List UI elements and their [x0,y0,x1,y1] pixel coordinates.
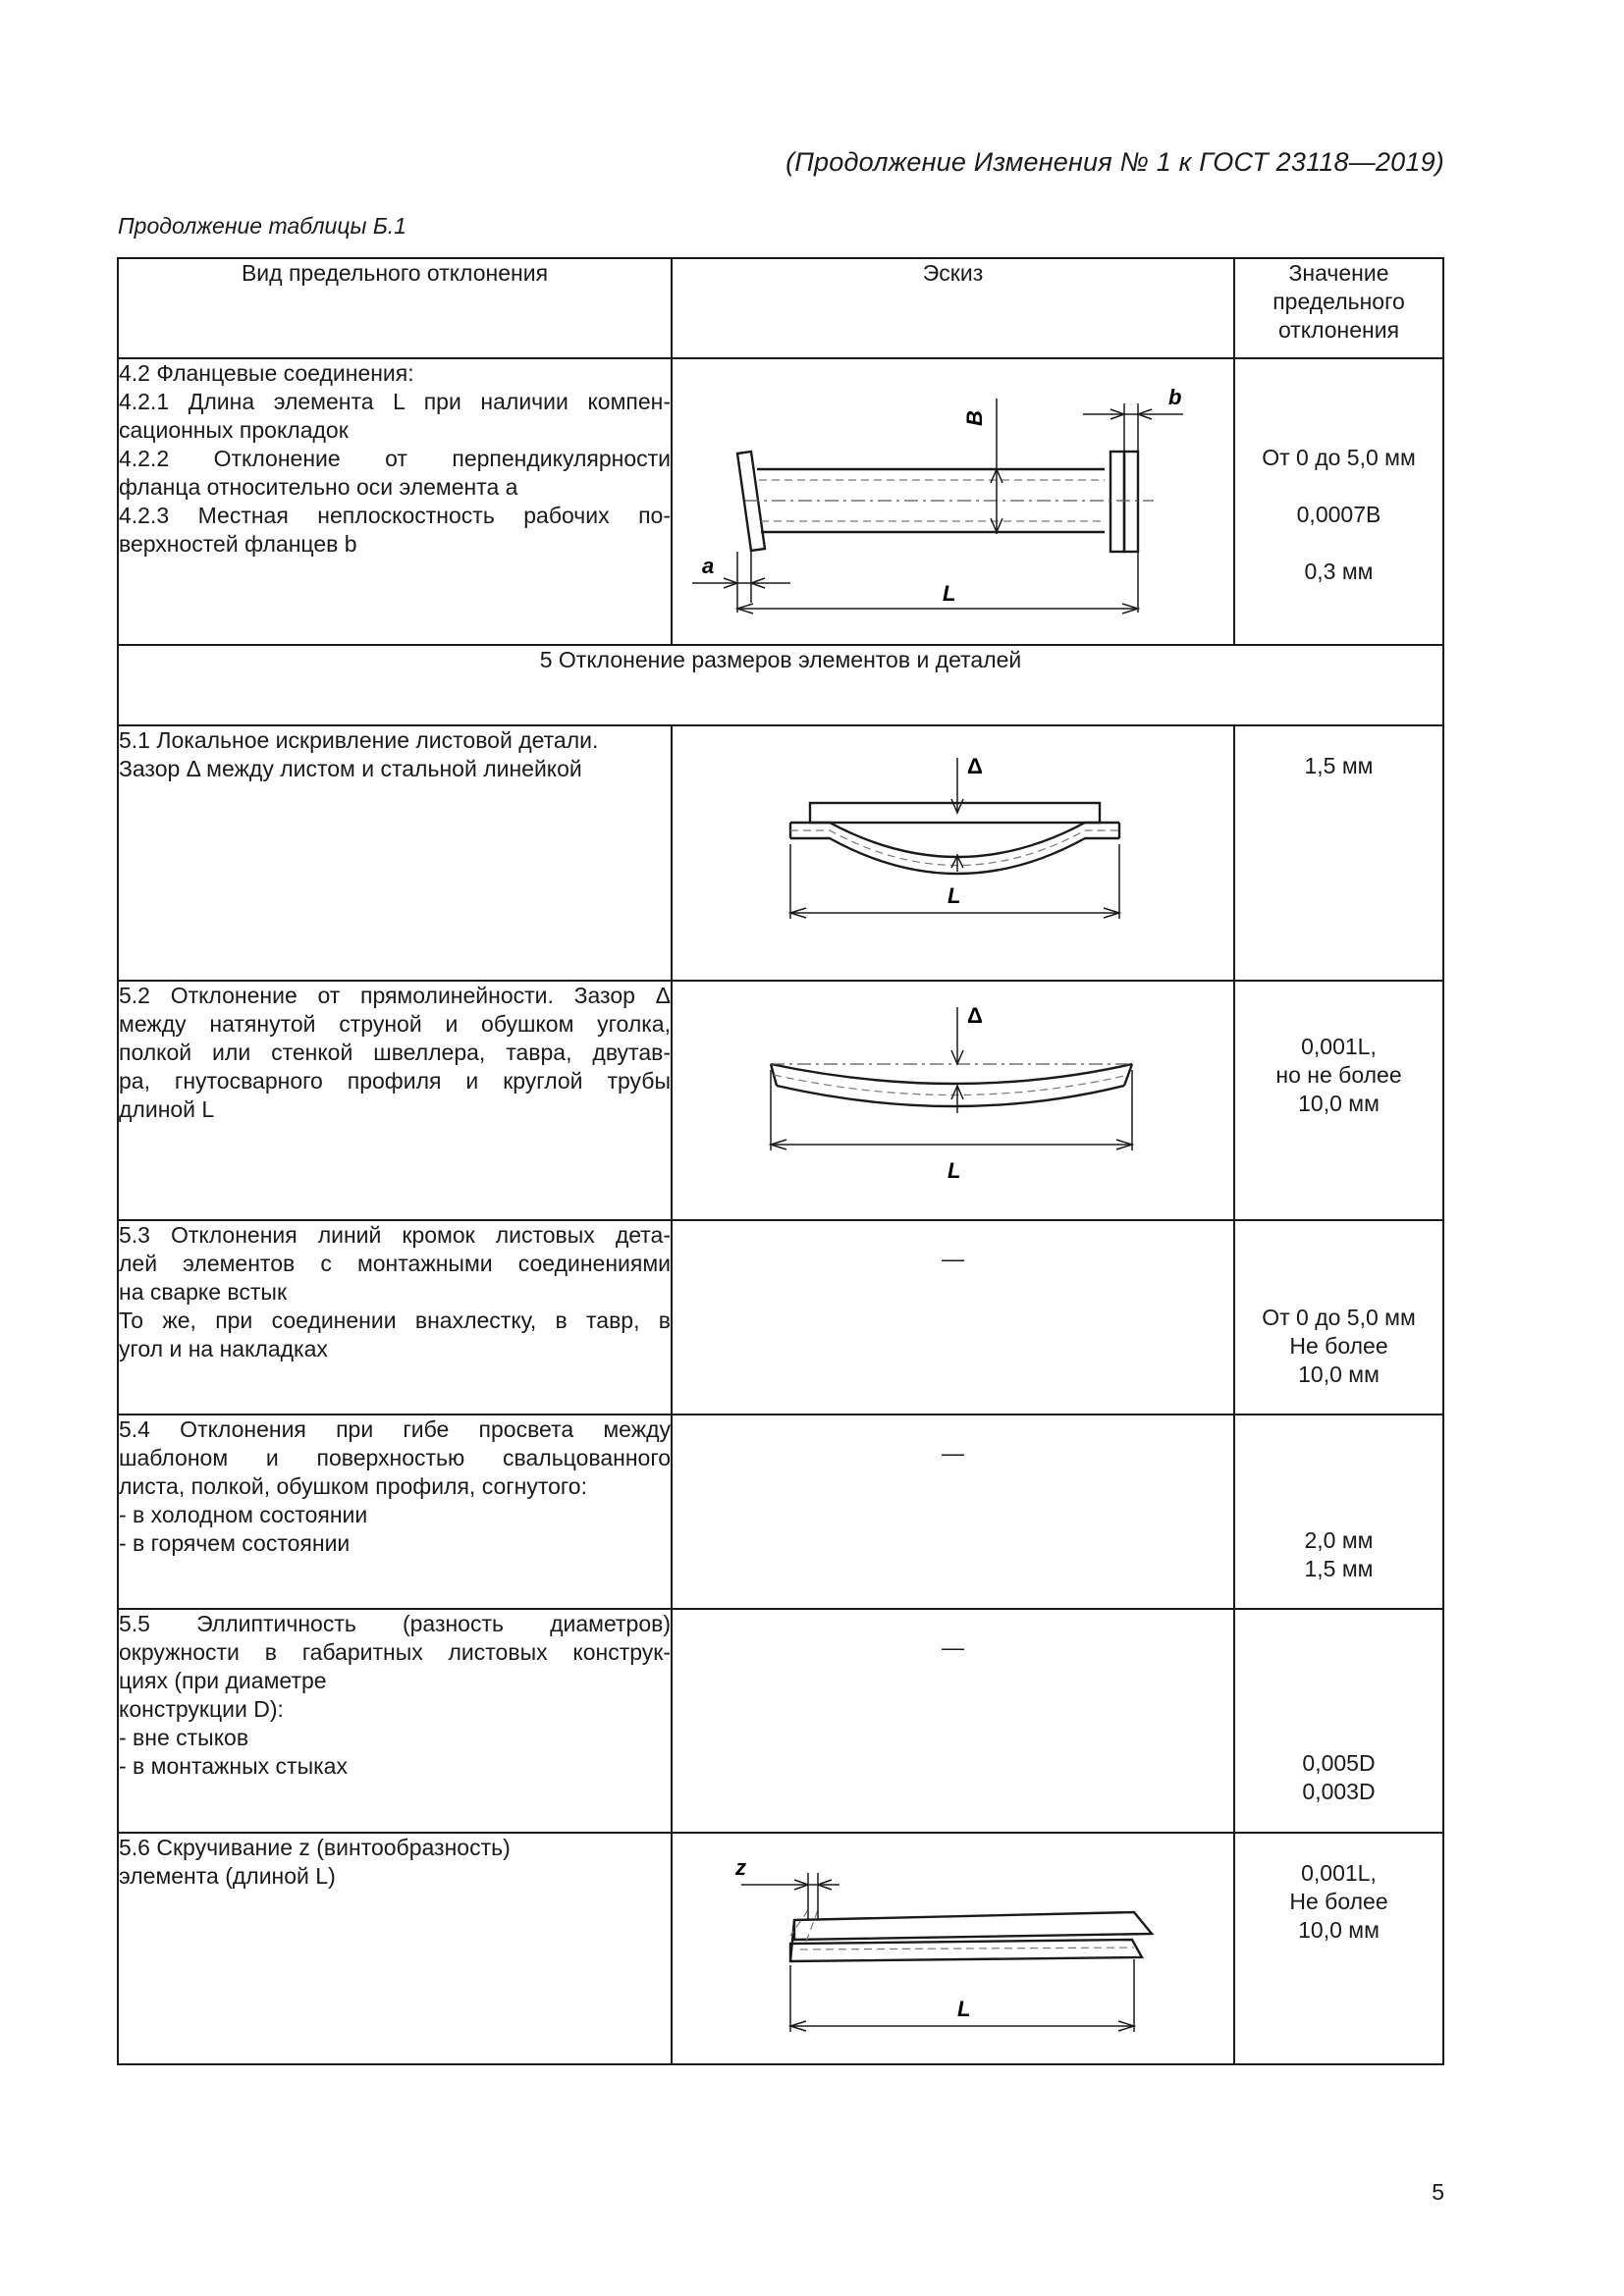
value-line: 0,3 мм [1304,559,1374,584]
value-line: 0,001L, [1301,1034,1377,1059]
value-line: 0,005D [1302,1750,1376,1776]
sketch-label-delta: Δ [967,754,983,778]
value-line: 0,003D [1302,1779,1376,1804]
value-line: 0,001L, [1301,1860,1377,1886]
row-5-6-values [1234,1833,1443,2064]
row-5-4-values [1234,1415,1443,1609]
value-line: 1,5 мм [1304,1556,1374,1581]
twisting-sketch [673,1834,1235,2063]
table-row [118,1415,1443,1609]
row-5-2-description [118,981,672,1220]
row-5-5-values [1234,1609,1443,1833]
description-line: листа, полкой, обушком профиля, согнутого: [119,1473,587,1499]
section-row [118,645,1443,725]
description-line: сационных прокладок [119,417,349,443]
description-line: между натянутой струной и обушком уголка, [119,1011,671,1037]
description-line: элемента (длиной L) [119,1863,336,1889]
description-line: конструкции D): [119,1696,284,1722]
table-header-row [118,258,1443,358]
sketch-label-b: b [1168,385,1182,409]
column-header-value-line: отклонения [1277,317,1400,343]
description-line: ра, гнутосварного профиля и круглой трубы [119,1068,671,1094]
description-line: шаблоном и поверхностью свальцованного [119,1445,671,1470]
value-line: От 0 до 5,0 мм [1262,445,1416,470]
description-line: 5.4 Отклонения при гибе просвета между [119,1416,671,1442]
row-5-3-values [1234,1220,1443,1415]
description-line: 4.2.1 Длина элемента L при наличии компен- [119,389,671,414]
description-line: циях (при диаметре [119,1668,327,1693]
description-line: окружности в габаритных листовых конструк- [119,1639,671,1665]
value-line: 0,0007B [1296,502,1381,527]
value-line: От 0 до 5,0 мм [1262,1305,1416,1330]
sketch-label-L: L [947,1158,961,1183]
description-line: 5.1 Локальное искривление листовой детали. [119,727,599,753]
row-5-2-values [1234,981,1443,1220]
description-line: 5.2 Отклонение от прямолинейности. Зазор Δ [119,983,671,1008]
table-row [118,358,1443,645]
sketch-label-L: L [957,1997,971,2021]
row-5-5-sketch [672,1609,1234,1833]
row-5-4-description [118,1415,672,1609]
description-line: длиной L [119,1096,215,1122]
description-line: верхностей фланцев b [119,531,357,557]
description-line: 4.2.2 Отклонение от перпендикулярности [119,446,671,471]
value-line: 10,0 мм [1298,1362,1380,1387]
table-row [118,1220,1443,1415]
table-row [118,1609,1443,1833]
description-line: фланца относительно оси элемента a [119,474,518,500]
description-line: лей элементов с монтажными соединениями [119,1251,671,1276]
row-5-4-sketch [672,1415,1234,1609]
sketch-label-delta: Δ [967,1003,983,1028]
sketch-label-L: L [947,883,961,908]
description-line: 5.6 Скручивание z (винтообразность) [119,1835,511,1860]
sketch-label-L: L [943,581,956,606]
row-5-1-description [118,725,672,981]
description-line: 4.2.3 Местная неплоскостность рабочих по- [119,503,671,528]
twisted-profile-top [794,1912,1152,1940]
column-header-type: Вид предельного отклонения [118,258,672,358]
row-5-1-sketch [672,725,1234,981]
section-5-heading: 5 Отклонение размеров элементов и деталей [118,645,1443,725]
sketch-label-z: z [735,1855,746,1880]
description-line: - в монтажных стыках [119,1753,348,1779]
description-line: полкой или стенкой швеллера, тавра, двутав- [119,1040,671,1065]
page-number: 5 [1432,2179,1444,2205]
value-line: 2,0 мм [1304,1527,1374,1553]
no-sketch-dash: — [942,1440,964,1466]
row-4-2-sketch [672,358,1234,645]
row-4-2-description [118,358,672,645]
value-line: 10,0 мм [1298,1917,1380,1943]
document-continuation-header: (Продолжение Изменения № 1 к ГОСТ 23118—2019) [785,147,1444,177]
column-header-value [1234,258,1443,358]
column-header-value-line: Значение [1288,260,1389,286]
value-line: 1,5 мм [1304,753,1374,778]
straightness-deviation-sketch [673,982,1235,1219]
value-line: но не более [1275,1062,1402,1088]
no-sketch-dash: — [942,1246,964,1271]
table-row [118,725,1443,981]
flange-connection-sketch [673,359,1235,644]
value-line: Не более [1289,1889,1388,1914]
row-5-1-values [1234,725,1443,981]
description-line: То же, при соединении внахлестку, в тавр, в [119,1308,671,1333]
description-line: 4.2 Фланцевые соединения: [119,360,414,386]
description-line: угол и на накладках [119,1336,328,1362]
description-line: - в холодном состоянии [119,1502,368,1527]
row-5-6-description [118,1833,672,2064]
table-caption: Продолжение таблицы Б.1 [118,213,406,239]
row-5-3-description [118,1220,672,1415]
table-row [118,981,1443,1220]
no-sketch-dash: — [942,1634,964,1660]
row-5-5-description [118,1609,672,1833]
description-line: на сварке встык [119,1279,288,1305]
sketch-label-B: B [962,410,987,426]
value-line: Не более [1289,1333,1388,1359]
table-row [118,1833,1443,2064]
sketch-label-a: a [702,554,715,578]
description-line: - вне стыков [119,1725,249,1750]
row-4-2-values [1234,358,1443,645]
row-5-3-sketch [672,1220,1234,1415]
right-flange-shape [1110,452,1124,552]
description-line: Зазор Δ между листом и стальной линейкой [119,756,582,781]
row-5-2-sketch [672,981,1234,1220]
description-line: 5.5 Эллиптичность (разность диаметров) [119,1611,671,1636]
row-5-6-sketch [672,1833,1234,2064]
value-line: 10,0 мм [1298,1091,1380,1116]
column-header-value-line: предельного [1272,289,1405,314]
description-line: - в горячем состоянии [119,1530,351,1556]
deviation-table [117,257,1444,2065]
description-line: 5.3 Отклонения линий кромок листовых дета- [119,1222,671,1248]
column-header-sketch: Эскиз [672,258,1234,358]
sheet-curvature-sketch [673,726,1235,980]
bent-element-top [771,1064,1132,1084]
